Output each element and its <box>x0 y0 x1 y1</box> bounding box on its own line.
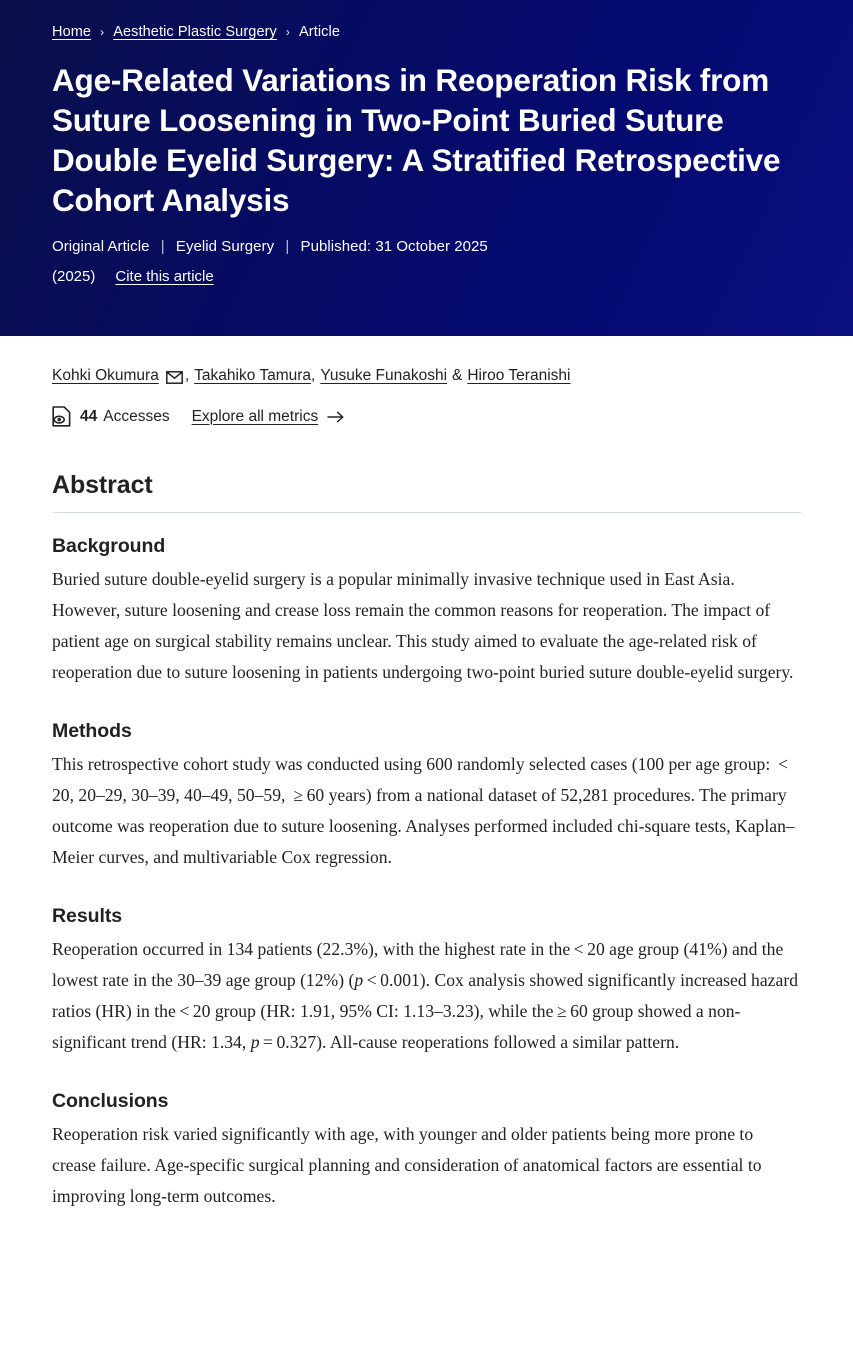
article-type: Original Article <box>52 238 150 255</box>
abstract-paragraph-methods: This retrospective cohort study was conducted using 600 randomly selected cases (100 per age group: < 20, 20–29, 30–39, 40–49, 50–59, ≥ 60 years) from a national dataset of 52,281 procedures. The primary outcome was reoperation due to suture loosening. Analyses performed included chi-square tests, Kaplan–Meier curves, and multivariable Cox regression. <box>52 754 795 867</box>
breadcrumb-current: Article <box>299 24 340 40</box>
meta-separator: | <box>160 238 165 255</box>
explore-all-metrics-link[interactable] <box>192 408 346 426</box>
abstract-paragraph-results: Reoperation occurred in 134 patients (22.3%), with the highest rate in the < 20 age group (41%) and the lowest rate in the 30–39 age group (12%) (p < 0.001). Cox analysis showed significantly increased hazard ratios (HR) in the < 20 group (HR: 1.91, 95% CI: 1.13–3.23), while the ≥ 60 group showed a non-significant trend (HR: 1.34, p = 0.327). All-cause reoperations followed a similar pattern. <box>52 939 798 1052</box>
cite-this-article-link[interactable]: Cite this article <box>115 268 214 285</box>
abstract-subheading-background: Background <box>52 535 166 557</box>
chevron-right-icon: › <box>100 25 105 39</box>
article-published-date: Published: 31 October 2025 <box>300 238 488 255</box>
abstract-heading: Abstract <box>52 471 153 499</box>
chevron-right-icon: › <box>285 25 290 39</box>
article-volume-year: (2025) <box>52 268 96 285</box>
article-subject: Eyelid Surgery <box>175 238 275 255</box>
article-meta-secondary <box>52 266 801 288</box>
abstract-subheading-methods: Methods <box>52 720 132 742</box>
breadcrumb-link-home[interactable]: Home <box>52 24 92 40</box>
abstract-divider <box>53 512 801 513</box>
breadcrumb <box>52 22 801 42</box>
accesses-count: 44 <box>80 407 98 425</box>
article-header <box>0 0 853 336</box>
author-link-4[interactable]: Hiroo Teranishi <box>467 367 571 384</box>
abstract-subheading-conclusions: Conclusions <box>52 1090 169 1112</box>
article-meta <box>52 236 801 258</box>
abstract-subheading-results: Results <box>52 905 123 927</box>
envelope-icon[interactable] <box>166 371 183 384</box>
author-ampersand: & <box>452 367 463 384</box>
meta-separator: | <box>285 238 290 255</box>
abstract-paragraph-background: Buried suture double-eyelid surgery is a popular minimally invasive technique used in East Asia. However, suture loosening and crease loss remain the common reasons for reoperation. The impact of patient age on surgical stability remains unclear. This study aimed to evaluate the age-related risk of reoperation due to suture loosening in patients undergoing two-point buried suture double-eyelid surgery. <box>52 569 794 682</box>
page-title: Age-Related Variations in Reoperation Risk from Suture Loosening in Two-Point Buried Suture Double Eyelid Surgery: A Stratified Retrospective Cohort Analysis <box>52 62 781 218</box>
breadcrumb-link-journal[interactable]: Aesthetic Plastic Surgery <box>113 24 277 40</box>
abstract-paragraph-conclusions: Reoperation risk varied significantly with age, with younger and older patients being more prone to crease failure. Age-specific surgical planning and consideration of anatomical factors are essential to improving long-term outcomes. <box>52 1124 762 1206</box>
explore-all-metrics-label: Explore all metrics <box>191 407 319 425</box>
author-link-3[interactable]: Yusuke Funakoshi <box>320 367 448 384</box>
author-link-2[interactable]: Takahiko Tamura <box>194 367 312 384</box>
accesses-eye-document-icon <box>52 406 71 427</box>
arrow-right-icon <box>327 411 345 423</box>
article-body <box>0 364 853 1212</box>
metrics-bar <box>52 406 801 427</box>
accesses-label: Accesses <box>103 407 170 425</box>
author-list <box>52 364 801 388</box>
author-separator: , <box>184 367 190 384</box>
author-separator: , <box>311 367 316 384</box>
abstract-section <box>52 471 801 1212</box>
author-link-1[interactable]: Kohki Okumura <box>52 367 159 384</box>
